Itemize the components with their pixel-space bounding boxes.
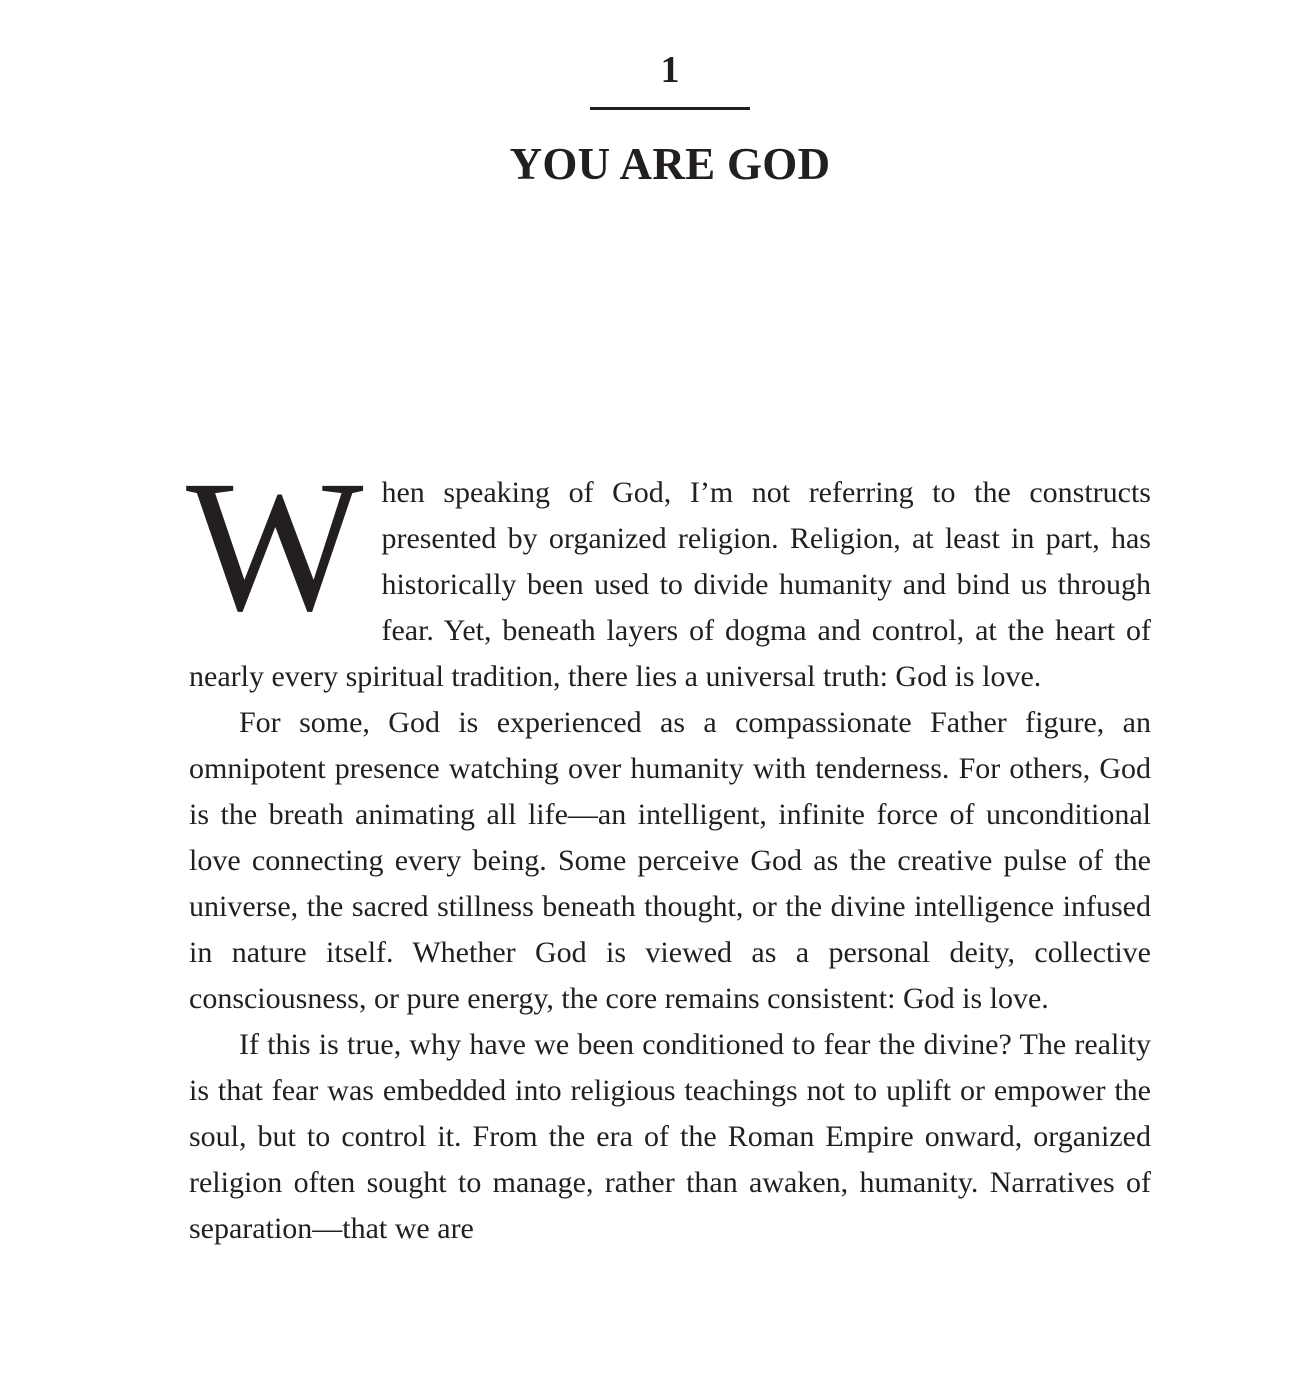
chapter-number: 1 xyxy=(660,49,680,91)
paragraph-1-text: hen speaking of God, I’m not referring to the constructs presented by organized religion. Religion, at least in part, has historically been used to divide humanity and bind us through fear. Yet, beneath layers of dogma and control, at the heart of nearly every spiritual tradition, there lies a universal truth: God is love. xyxy=(189,476,1151,693)
chapter-title: YOU ARE GOD xyxy=(509,139,831,189)
drop-cap: W xyxy=(186,441,364,650)
paragraph-2: For some, God is experienced as a compassionate Father figure, an omnipotent presence watching over humanity with tenderness. For others, God is the breath animating all life—an intelligent, infinite force of unconditional love connecting every being. Some perceive God as the creative pulse of the universe, the sacred stillness beneath thought, or the divine intelligence infused in nature itself. Whether God is viewed as a personal deity, collective consciousness, or pure energy, the core remains consistent: God is love. xyxy=(189,706,1151,1015)
paragraph-1 xyxy=(186,441,1151,700)
chapter-rule xyxy=(590,107,750,110)
chapter-body xyxy=(186,441,1151,1252)
paragraph-3: If this is true, why have we been conditioned to fear the divine? The reality is that fear was embedded into religious teachings not to uplift or empower the soul, but to control it. From the era of the Roman Empire onward, organized religion often sought to manage, rather than awaken, humanity. Narratives of separation—that we are xyxy=(189,1028,1151,1245)
